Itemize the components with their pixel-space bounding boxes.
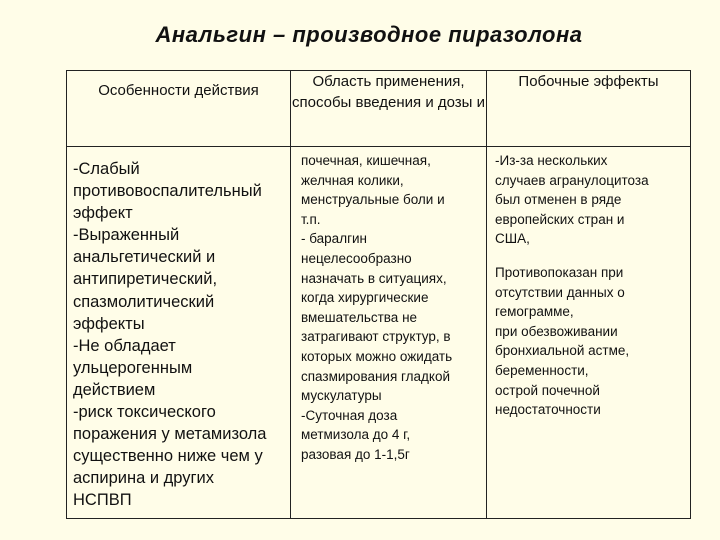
application-line: метмизола до 4 г,: [301, 427, 411, 443]
side-effects-line: острой почечной: [495, 382, 600, 398]
page-title: Анальгин – производное пиразолона: [155, 22, 583, 47]
side-effects-line: европейских стран и: [495, 211, 625, 227]
application-line: которых можно ожидать: [301, 348, 453, 364]
features-cell: [67, 147, 291, 519]
features-line: антипиретический,: [73, 270, 218, 289]
features-line: -Выраженный: [73, 226, 180, 245]
side-effects-line: отсутствии данных о: [495, 284, 625, 300]
features-line: -Слабый: [73, 160, 140, 178]
features-line: аспирина и других: [73, 469, 214, 488]
features-line: НСПВП: [73, 491, 132, 510]
table-body-row: [67, 147, 691, 519]
application-line: менструальные боли и: [301, 192, 445, 208]
features-line: -Не обладает: [73, 336, 176, 355]
features-line: ульцерогенным: [73, 358, 193, 377]
application-line: спазмирования гладкой: [301, 368, 451, 384]
features-line: противовоспалительный: [73, 182, 262, 201]
application-line: разовая до 1-1,5г: [301, 446, 410, 462]
features-line: поражения у метамизола: [73, 425, 267, 444]
application-line: мускулатуры: [301, 388, 382, 404]
application-line: нецелесообразно: [301, 250, 412, 266]
header-application: Область применения, способы введения и дозы и: [291, 71, 487, 147]
application-line: почечная, кишечная,: [301, 153, 431, 168]
spacer: [495, 249, 684, 263]
features-line: действием: [73, 380, 156, 399]
side-effects-line: недостаточности: [495, 402, 601, 418]
side-effects-line: беременности,: [495, 362, 589, 378]
side-effects-line: Противопоказан при: [495, 264, 624, 280]
features-line: эффект: [73, 204, 133, 223]
side-effects-line: гемограмме,: [495, 304, 574, 320]
features-line: спазмолитический: [73, 292, 215, 311]
application-line: когда хирургические: [301, 290, 429, 306]
application-line: вмешательства не: [301, 309, 418, 325]
side-effects-line: при обезвоживании: [495, 323, 618, 339]
side-effects-line: был отменен в ряде: [495, 192, 622, 208]
header-side-effects: Побочные эффекты: [487, 71, 691, 147]
application-line: затрагивают структур, в: [301, 329, 451, 345]
features-line: существенно ниже чем у: [73, 447, 263, 466]
features-line: анальгетический и: [73, 248, 216, 267]
comparison-table: [66, 70, 691, 519]
side-effects-cell: [487, 147, 691, 519]
header-features: Особенности действия: [67, 71, 291, 147]
features-line: -риск токсического: [73, 403, 216, 422]
features-line: эффекты: [73, 314, 145, 333]
application-line: - баралгин: [301, 231, 367, 247]
table-header-row: [67, 71, 691, 147]
application-line: т.п.: [301, 211, 321, 227]
side-effects-line: США,: [495, 231, 530, 247]
application-cell: [291, 147, 487, 519]
side-effects-line: -Из-за нескольких: [495, 153, 608, 168]
application-line: назначать в ситуациях,: [301, 270, 447, 286]
side-effects-line: случаев агранулоцитоза: [495, 172, 649, 188]
application-line: -Суточная доза: [301, 407, 398, 423]
side-effects-line: бронхиальной астме,: [495, 343, 630, 359]
application-line: желчная колики,: [301, 172, 404, 188]
